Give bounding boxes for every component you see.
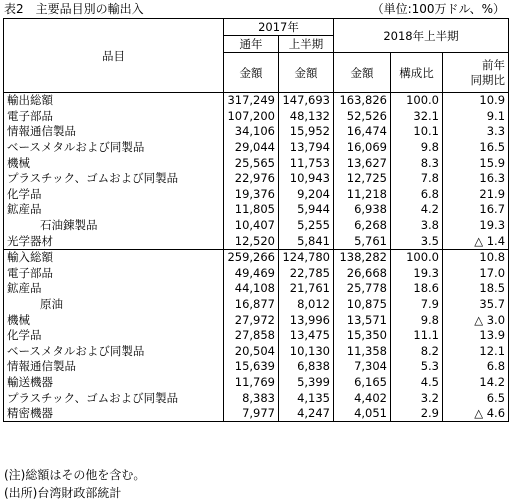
item-name: 機械 xyxy=(4,155,224,171)
yoy-value: 15.9 xyxy=(443,155,509,171)
h2018-amount: 26,668 xyxy=(334,266,391,282)
header-share: 構成比 xyxy=(391,53,443,93)
table-row xyxy=(4,344,509,360)
full-year-amount: 8,383 xyxy=(224,390,279,406)
item-name: プラスチック、ゴムおよび同製品 xyxy=(4,390,224,406)
full-year-amount: 11,805 xyxy=(224,202,279,218)
h2018-amount: 10,875 xyxy=(334,297,391,313)
full-year-amount: 15,639 xyxy=(224,359,279,375)
yoy-value: 10.8 xyxy=(443,249,509,265)
item-name: 輸入総額 xyxy=(4,249,224,265)
first-half-amount: 147,693 xyxy=(279,93,334,109)
source-line: (出所)台湾財政部統計 xyxy=(4,486,122,500)
first-half-amount: 5,399 xyxy=(279,375,334,391)
h2018-amount: 138,282 xyxy=(334,249,391,265)
share-value: 2.9 xyxy=(391,406,443,422)
h2018-amount: 6,165 xyxy=(334,375,391,391)
table-row xyxy=(4,109,509,125)
h2018-amount: 5,761 xyxy=(334,233,391,249)
item-name: 石油錬製品 xyxy=(4,218,224,234)
table-row xyxy=(4,406,509,422)
share-value: 7.8 xyxy=(391,171,443,187)
yoy-value: 10.9 xyxy=(443,93,509,109)
first-half-amount: 13,996 xyxy=(279,312,334,328)
full-year-amount: 16,877 xyxy=(224,297,279,313)
full-year-amount: 49,469 xyxy=(224,266,279,282)
table-row xyxy=(4,140,509,156)
full-year-amount: 34,106 xyxy=(224,124,279,140)
first-half-amount: 4,247 xyxy=(279,406,334,422)
item-name: 化学品 xyxy=(4,187,224,203)
yoy-value: 16.7 xyxy=(443,202,509,218)
share-value: 3.2 xyxy=(391,390,443,406)
first-half-amount: 15,952 xyxy=(279,124,334,140)
h2018-amount: 16,474 xyxy=(334,124,391,140)
full-year-amount: 7,977 xyxy=(224,406,279,422)
full-year-amount: 317,249 xyxy=(224,93,279,109)
item-name: 鉱産品 xyxy=(4,281,224,297)
item-name: 機械 xyxy=(4,312,224,328)
table-body xyxy=(4,93,509,422)
table-row xyxy=(4,187,509,203)
h2018-amount: 11,358 xyxy=(334,344,391,360)
h2018-amount: 7,304 xyxy=(334,359,391,375)
yoy-value: 35.7 xyxy=(443,297,509,313)
item-name: ベースメタルおよび同製品 xyxy=(4,140,224,156)
item-name: 電子部品 xyxy=(4,266,224,282)
table-row xyxy=(4,202,509,218)
first-half-amount: 21,761 xyxy=(279,281,334,297)
first-half-amount: 13,794 xyxy=(279,140,334,156)
h2018-amount: 16,069 xyxy=(334,140,391,156)
header-yoy: 前年 同期比 xyxy=(443,53,509,93)
h2018-amount: 6,268 xyxy=(334,218,391,234)
share-value: 18.6 xyxy=(391,281,443,297)
first-half-amount: 5,944 xyxy=(279,202,334,218)
item-name: 輸送機器 xyxy=(4,375,224,391)
full-year-amount: 22,976 xyxy=(224,171,279,187)
yoy-value: △ 4.6 xyxy=(443,406,509,422)
table-row xyxy=(4,312,509,328)
yoy-value: 19.3 xyxy=(443,218,509,234)
table-row xyxy=(4,233,509,249)
header-full-year: 通年 xyxy=(224,36,279,53)
full-year-amount: 29,044 xyxy=(224,140,279,156)
share-value: 9.8 xyxy=(391,312,443,328)
share-value: 10.1 xyxy=(391,124,443,140)
h2018-amount: 13,627 xyxy=(334,155,391,171)
h2018-amount: 6,938 xyxy=(334,202,391,218)
h2018-amount: 13,571 xyxy=(334,312,391,328)
h2018-amount: 12,725 xyxy=(334,171,391,187)
share-value: 3.8 xyxy=(391,218,443,234)
first-half-amount: 4,135 xyxy=(279,390,334,406)
yoy-value: 16.5 xyxy=(443,140,509,156)
yoy-value: 3.3 xyxy=(443,124,509,140)
item-name: 原油 xyxy=(4,297,224,313)
share-value: 7.9 xyxy=(391,297,443,313)
full-year-amount: 11,769 xyxy=(224,375,279,391)
full-year-amount: 10,407 xyxy=(224,218,279,234)
yoy-value: 16.3 xyxy=(443,171,509,187)
header-2018-h1: 2018年上半期 xyxy=(334,19,509,53)
item-name: ベースメタルおよび同製品 xyxy=(4,344,224,360)
share-value: 32.1 xyxy=(391,109,443,125)
first-half-amount: 10,943 xyxy=(279,171,334,187)
header-amount: 金額 xyxy=(334,53,391,93)
header-item: 品目 xyxy=(4,19,224,93)
table-row xyxy=(4,155,509,171)
first-half-amount: 124,780 xyxy=(279,249,334,265)
h2018-amount: 4,051 xyxy=(334,406,391,422)
yoy-value: △ 3.0 xyxy=(443,312,509,328)
share-value: 3.5 xyxy=(391,233,443,249)
table-row xyxy=(4,359,509,375)
share-value: 100.0 xyxy=(391,249,443,265)
h2018-amount: 11,218 xyxy=(334,187,391,203)
h2018-amount: 25,778 xyxy=(334,281,391,297)
first-half-amount: 13,475 xyxy=(279,328,334,344)
yoy-value: 9.1 xyxy=(443,109,509,125)
table-row xyxy=(4,171,509,187)
item-name: 電子部品 xyxy=(4,109,224,125)
table-row xyxy=(4,249,509,265)
table-row xyxy=(4,390,509,406)
full-year-amount: 20,504 xyxy=(224,344,279,360)
full-year-amount: 44,108 xyxy=(224,281,279,297)
share-value: 6.8 xyxy=(391,187,443,203)
trade-table xyxy=(3,18,509,422)
yoy-value: 18.5 xyxy=(443,281,509,297)
yoy-value: 17.0 xyxy=(443,266,509,282)
yoy-value: 6.5 xyxy=(443,390,509,406)
table-row xyxy=(4,328,509,344)
full-year-amount: 27,972 xyxy=(224,312,279,328)
table-row xyxy=(4,124,509,140)
item-name: 情報通信製品 xyxy=(4,124,224,140)
full-year-amount: 25,565 xyxy=(224,155,279,171)
full-year-amount: 107,200 xyxy=(224,109,279,125)
full-year-amount: 19,376 xyxy=(224,187,279,203)
yoy-value: 12.1 xyxy=(443,344,509,360)
share-value: 4.5 xyxy=(391,375,443,391)
share-value: 8.2 xyxy=(391,344,443,360)
full-year-amount: 12,520 xyxy=(224,233,279,249)
share-value: 9.8 xyxy=(391,140,443,156)
item-name: 情報通信製品 xyxy=(4,359,224,375)
table-row xyxy=(4,218,509,234)
yoy-value: 13.9 xyxy=(443,328,509,344)
first-half-amount: 9,204 xyxy=(279,187,334,203)
first-half-amount: 5,255 xyxy=(279,218,334,234)
header-2017: 2017年 xyxy=(224,19,334,36)
unit-label: （単位:100万ドル、%） xyxy=(371,2,505,16)
yoy-value: 6.8 xyxy=(443,359,509,375)
first-half-amount: 48,132 xyxy=(279,109,334,125)
share-value: 100.0 xyxy=(391,93,443,109)
table-title: 表2 主要品目別の輸出入 xyxy=(4,2,144,16)
share-value: 11.1 xyxy=(391,328,443,344)
share-value: 4.2 xyxy=(391,202,443,218)
item-name: 鉱産品 xyxy=(4,202,224,218)
yoy-value: 14.2 xyxy=(443,375,509,391)
header-amount: 金額 xyxy=(279,53,334,93)
h2018-amount: 15,350 xyxy=(334,328,391,344)
header-first-half: 上半期 xyxy=(279,36,334,53)
item-name: 精密機器 xyxy=(4,406,224,422)
h2018-amount: 4,402 xyxy=(334,390,391,406)
first-half-amount: 11,753 xyxy=(279,155,334,171)
h2018-amount: 52,526 xyxy=(334,109,391,125)
share-value: 8.3 xyxy=(391,155,443,171)
item-name: 化学品 xyxy=(4,328,224,344)
first-half-amount: 8,012 xyxy=(279,297,334,313)
first-half-amount: 22,785 xyxy=(279,266,334,282)
table-row xyxy=(4,375,509,391)
full-year-amount: 27,858 xyxy=(224,328,279,344)
item-name: 光学器材 xyxy=(4,233,224,249)
note-line: (注)総額はその他を含む。 xyxy=(4,468,146,482)
table-row xyxy=(4,266,509,282)
first-half-amount: 6,838 xyxy=(279,359,334,375)
table-caption xyxy=(4,1,507,18)
h2018-amount: 163,826 xyxy=(334,93,391,109)
share-value: 5.3 xyxy=(391,359,443,375)
yoy-value: △ 1.4 xyxy=(443,233,509,249)
table-row xyxy=(4,297,509,313)
table-row xyxy=(4,281,509,297)
full-year-amount: 259,266 xyxy=(224,249,279,265)
item-name: 輸出総額 xyxy=(4,93,224,109)
header-amount: 金額 xyxy=(224,53,279,93)
table-notes xyxy=(4,466,145,502)
first-half-amount: 10,130 xyxy=(279,344,334,360)
table-row xyxy=(4,93,509,109)
yoy-value: 21.9 xyxy=(443,187,509,203)
first-half-amount: 5,841 xyxy=(279,233,334,249)
share-value: 19.3 xyxy=(391,266,443,282)
item-name: プラスチック、ゴムおよび同製品 xyxy=(4,171,224,187)
